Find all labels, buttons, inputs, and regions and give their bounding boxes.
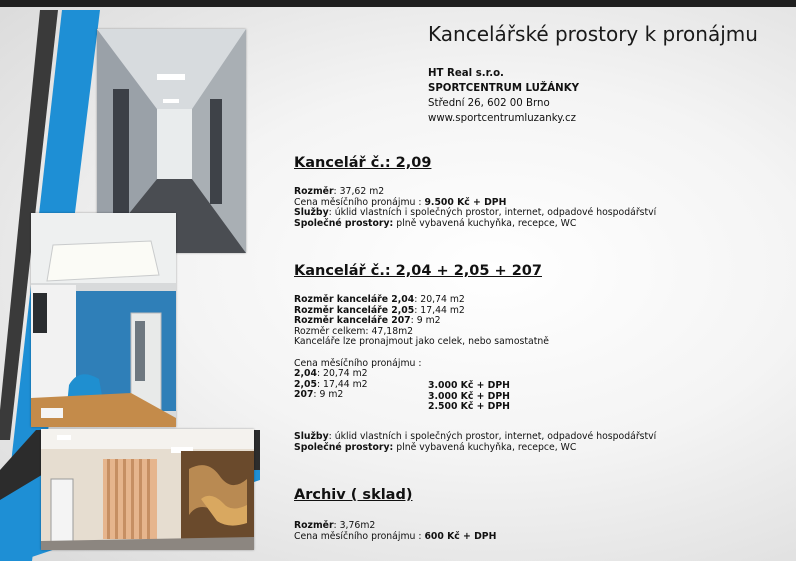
- office2-price-row: 2,04: 20,74 m2: [294, 368, 368, 380]
- archive-price: Cena měsíčního pronájmu : 600 Kč + DPH: [294, 530, 497, 542]
- office2-extras: [294, 432, 656, 453]
- office2-services: Služby: úklid vlastních i společných prostor, internet, odpadové hospodářství: [294, 431, 657, 442]
- office2-note: Kanceláře lze pronajmout jako celek, nebo samostatně: [294, 336, 549, 348]
- office2-total: Rozměr celkem: 47,18m2: [294, 325, 414, 337]
- office1-price: Cena měsíčního pronájmu : 9.500 Kč + DPH: [294, 196, 507, 208]
- office1-common: Společné prostory: plně vybavená kuchyňka, recepce, WC: [294, 217, 577, 229]
- office1-services: Služby: úklid vlastních i společných prostor, internet, odpadové hospodářství: [294, 207, 657, 219]
- office2-size-row: Rozměr kanceláře 2,05: 17,44 m2: [294, 304, 465, 316]
- office2-size-row: Rozměr kanceláře 207: 9 m2: [294, 315, 441, 327]
- address: Střední 26, 602 00 Brno: [428, 98, 550, 109]
- office-photo: [31, 213, 176, 427]
- office1-heading: Kancelář č.: 2,09: [294, 155, 432, 171]
- office2-details: [294, 295, 549, 401]
- office2-heading: Kancelář č.: 2,04 + 2,05 + 207: [294, 263, 542, 279]
- office2-price-heading: Cena měsíčního pronájmu :: [294, 357, 422, 369]
- office2-price-value: 3.000 Kč + DPH: [428, 390, 510, 402]
- office2-size-row: Rozměr kanceláře 2,04: 20,74 m2: [294, 294, 465, 305]
- website-link[interactable]: www.sportcentrumluzanky.cz: [428, 113, 577, 124]
- office2-price-row: 207: 9 m2: [294, 389, 344, 401]
- office2-common: Společné prostory: plně vybavená kuchyňka, recepce, WC: [294, 441, 577, 453]
- archive-details: [294, 521, 496, 542]
- archive-heading: Archiv ( sklad): [294, 487, 413, 503]
- office2-price-value: 3.000 Kč + DPH: [428, 380, 510, 391]
- page-title: Kancelářské prostory k pronájmu: [428, 22, 758, 46]
- office2-price-value: 2.500 Kč + DPH: [428, 401, 510, 413]
- company-info: [428, 66, 579, 126]
- building-name: SPORTCENTRUM LUŽÁNKY: [428, 83, 579, 94]
- company-name: HT Real s.r.o.: [428, 68, 504, 79]
- office2-prices: [428, 381, 510, 413]
- archive-size: Rozměr: 3,76m2: [294, 520, 376, 531]
- office1-details: [294, 187, 656, 229]
- archive-photo: [41, 429, 254, 550]
- office1-size: Rozměr: 37,62 m2: [294, 186, 385, 197]
- office2-price-row: 2,05: 17,44 m2: [294, 378, 368, 390]
